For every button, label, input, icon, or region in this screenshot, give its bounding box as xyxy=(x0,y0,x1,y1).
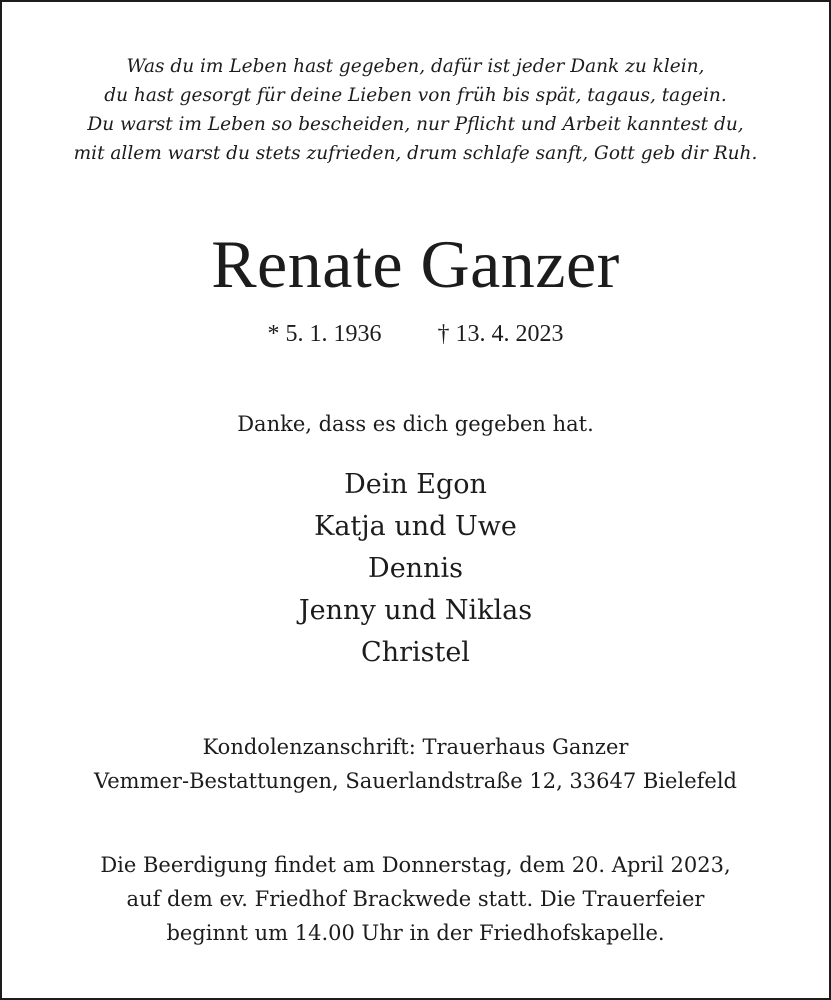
address-line: Vemmer-Bestattungen, Sauerlandstraße 12, 33647 Bielefeld xyxy=(94,769,737,793)
address-line: Kondolenzanschrift: Trauerhaus Ganzer xyxy=(202,735,629,759)
funeral-line: auf dem ev. Friedhof Brackwede statt. Die Trauerfeier xyxy=(126,887,705,911)
poem-line: Du warst im Leben so bescheiden, nur Pflicht und Arbeit kanntest du, xyxy=(87,114,744,135)
deceased-name: Renate Ganzer xyxy=(211,226,620,302)
life-dates xyxy=(2,318,829,350)
condolence-address xyxy=(2,730,829,798)
poem-line: mit allem warst du stets zufrieden, drum schlafe sanft, Gott geb dir Ruh. xyxy=(73,143,758,164)
funeral-line: beginnt um 14.00 Uhr in der Friedhofskapelle. xyxy=(166,921,665,945)
poem xyxy=(2,52,829,168)
mourner: Christel xyxy=(361,637,470,668)
mourner: Katja und Uwe xyxy=(314,511,517,542)
mourners-list xyxy=(2,464,829,674)
mourner: Dein Egon xyxy=(344,469,487,500)
birth-date: * 5. 1. 1936 xyxy=(267,321,382,347)
funeral-line: Die Beerdigung findet am Donnerstag, dem 20. April 2023, xyxy=(100,853,731,877)
thanks-line: Danke, dass es dich gegeben hat. xyxy=(237,412,594,436)
mourner: Dennis xyxy=(368,553,463,584)
mourner: Jenny und Niklas xyxy=(298,595,533,626)
death-date: † 13. 4. 2023 xyxy=(437,321,564,347)
poem-line: du hast gesorgt für deine Lieben von früh bis spät, tagaus, tagein. xyxy=(104,85,727,106)
funeral-info xyxy=(2,848,829,950)
poem-line: Was du im Leben hast gegeben, dafür ist jeder Dank zu klein, xyxy=(126,56,705,77)
